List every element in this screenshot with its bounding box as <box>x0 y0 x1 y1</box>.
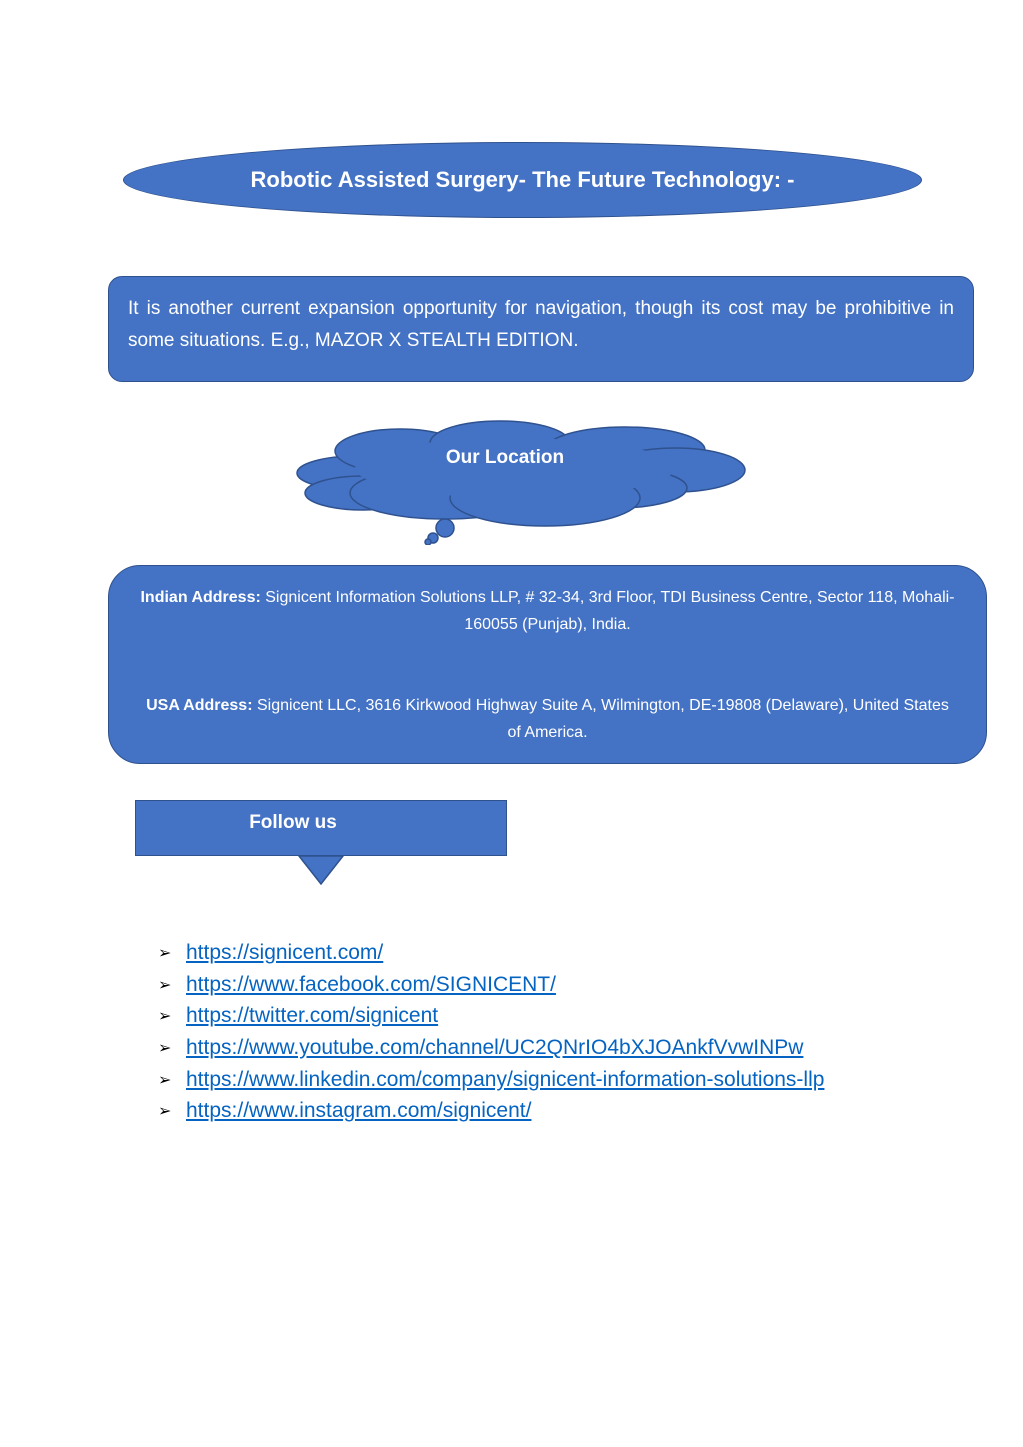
indian-address-label: Indian Address: <box>140 589 261 606</box>
youtube-link[interactable]: https://www.youtube.com/channel/UC2QNrIO4bXJOAnkfVvwINPw <box>186 1035 804 1059</box>
cloud-shape-icon <box>295 413 750 545</box>
arrowhead-bullet-icon: ➢ <box>158 1008 172 1026</box>
usa-address-text: Signicent LLC, 3616 Kirkwood Highway Suite A, Wilmington, DE-19808 (Delaware), United States of America. <box>252 697 949 741</box>
arrowhead-bullet-icon: ➢ <box>158 1039 172 1057</box>
instagram-link[interactable]: https://www.instagram.com/signicent/ <box>186 1099 532 1123</box>
list-item <box>158 937 824 969</box>
arrowhead-bullet-icon: ➢ <box>158 1071 172 1089</box>
intro-box <box>108 276 974 382</box>
arrowhead-bullet-icon: ➢ <box>158 1103 172 1121</box>
usa-address-label: USA Address: <box>146 697 253 714</box>
location-heading: Our Location <box>445 447 565 468</box>
indian-address-text: Signicent Information Solutions LLP, # 32-34, 3rd Floor, TDI Business Centre, Sector 118, Mohali-160055 (Punjab), India. <box>260 589 955 633</box>
list-item <box>158 1064 824 1096</box>
social-links-list <box>158 937 824 1127</box>
title-oval <box>123 142 922 218</box>
linkedin-link[interactable]: https://www.linkedin.com/company/signicent-information-solutions-llp <box>186 1067 825 1091</box>
usa-address <box>139 692 956 746</box>
page-title: Robotic Assisted Surgery- The Future Technology: - <box>250 167 795 192</box>
down-arrow-icon <box>298 855 344 885</box>
arrowhead-bullet-icon: ➢ <box>158 976 172 994</box>
list-item <box>158 969 824 1001</box>
follow-us-label: Follow us <box>249 812 337 833</box>
follow-us-box <box>135 800 507 856</box>
address-box <box>108 565 987 764</box>
website-link[interactable]: https://signicent.com/ <box>186 940 384 964</box>
arrowhead-bullet-icon: ➢ <box>158 944 172 962</box>
list-item <box>158 1095 824 1127</box>
location-cloud <box>295 413 750 545</box>
facebook-link[interactable]: https://www.facebook.com/SIGNICENT/ <box>186 972 556 996</box>
indian-address <box>139 584 956 638</box>
list-item <box>158 1000 824 1032</box>
intro-text: It is another current expansion opportunity for navigation, though its cost may be prohibitive in some situations. E.g., MAZOR X STEALTH EDITION. <box>128 298 954 351</box>
list-item <box>158 1032 824 1064</box>
twitter-link[interactable]: https://twitter.com/signicent <box>186 1004 439 1028</box>
